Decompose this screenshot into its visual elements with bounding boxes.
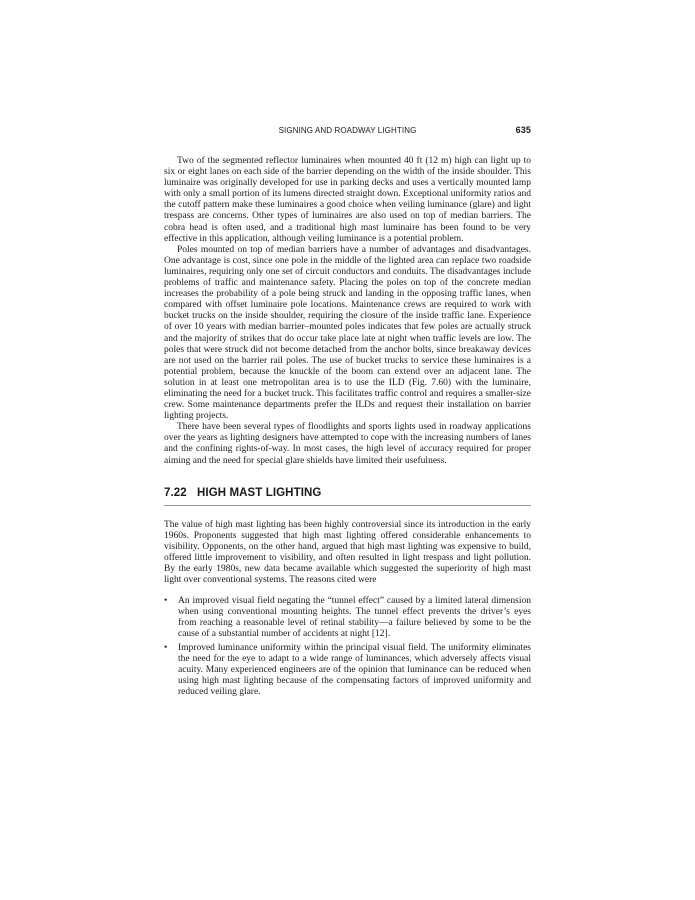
- section-body: [164, 520, 531, 698]
- section-intro-paragraph: The value of high mast lighting has been highly controversial since its introduction in the early 1960s. Proponents suggested that high mast lighting offered considerable enhancements to visibility. Opponents, on the other hand, argued that high mast lighting was expensive to build, offered little improvement to visibility, and often resulted in light trespass and light pollution. By the early 1980s, new data became available which suggested the superiority of high mast light over conventional systems. The reasons cited were: [164, 519, 531, 586]
- list-item-text: Improved luminance uniformity within the principal visual field. The uniformity eliminates the need for the eye to adapt to a wide range of luminances, which adversely affects visual acuity. Many experienced engineers are of the opinion that luminance can be reduced when using high mast lighting because of the compensating factors of improved uniformity and reduced veiling glare.: [178, 642, 531, 697]
- bullet-icon: •: [164, 596, 168, 607]
- paragraph-segmented-luminaires: Two of the segmented reflector luminaires when mounted 40 ft (12 m) high can light up to six or eight lanes on each side of the barrier depending on the width of the inside shoulder. This luminaire was originally developed for use in parking decks and uses a vertically mounted lamp with only a small portion of its lumens directed straight down. Exceptional uniformity ratios and the cutoff pattern make these luminaires a good choice when veiling luminance (glare) and light trespass are concerns. Other types of luminaires are also used on top of median barriers. The cobra head is often used, and a traditional high mast luminaire has been found to be very effective in this application, although veiling luminance is a potential problem.: [164, 156, 532, 244]
- section-heading: [164, 487, 531, 506]
- list-item: [164, 596, 531, 640]
- list-item: [164, 643, 531, 698]
- page-number: 635: [515, 125, 531, 135]
- body-text: [164, 156, 531, 467]
- paragraph-floodlights: There have been several types of floodlights and sports lights used in roadway applications over the years as lighting designers have attempted to cope with the increasing numbers of lanes and the confining rights-of-way. In most cases, the high level of accuracy required for proper aiming and the need for special glare shields have limited their usefulness.: [164, 422, 531, 466]
- bullet-icon: •: [164, 642, 168, 653]
- section-title: HIGH MAST LIGHTING: [197, 486, 322, 499]
- paragraph-median-barrier-poles: Poles mounted on top of median barriers have a number of advantages and disadvantages. One advantage is cost, since one pole in the middle of the lighted area can replace two roadside luminaires, requiring only one set of circuit conductors and conduits. The disadvantages include problems of traffic and maintenance safety. Placing the poles on top of the concrete median increases the probability of a pole being struck and landing in the opposing traffic lanes, when compared with offset luminaire pole locations. Maintenance crews are required to work with bucket trucks on the inside shoulder, requiring the closure of the inside traffic lane. Experience of over 10 years with median barrier–mounted poles indicates that few poles are actually struck and the majority of strikes that do occur take place late at night when traffic levels are low. The poles that were struck did not become detached from the anchor bolts, since breakaway devices are not used on the barrier rail poles. The use of bucket trucks to service these luminaires is a potential problem, because the knuckle of the boom can extend over an adjacent lane. The solution in at least one metropolitan area is to use the ILD (Fig. 7.60) with the luminaire, eliminating the need for a bucket truck. This facilitates traffic control and requires a smaller-size crew. Some maintenance departments prefer the ILDs and request their installation on barrier lighting projects.: [164, 244, 531, 422]
- book-page: [164, 124, 531, 700]
- section-number: 7.22: [164, 486, 187, 499]
- reasons-list: [164, 596, 531, 698]
- running-header: [164, 124, 531, 138]
- list-item-text: An improved visual field negating the “tunnel effect” caused by a limited lateral dimension when using conventional mounting heights. The tunnel effect prevents the driver’s eyes from reaching a reasonable level of retinal stability—a failure believed by some to be the cause of a substantial number of accidents at night [12].: [178, 596, 531, 640]
- running-title: SIGNING AND ROADWAY LIGHTING: [278, 126, 417, 135]
